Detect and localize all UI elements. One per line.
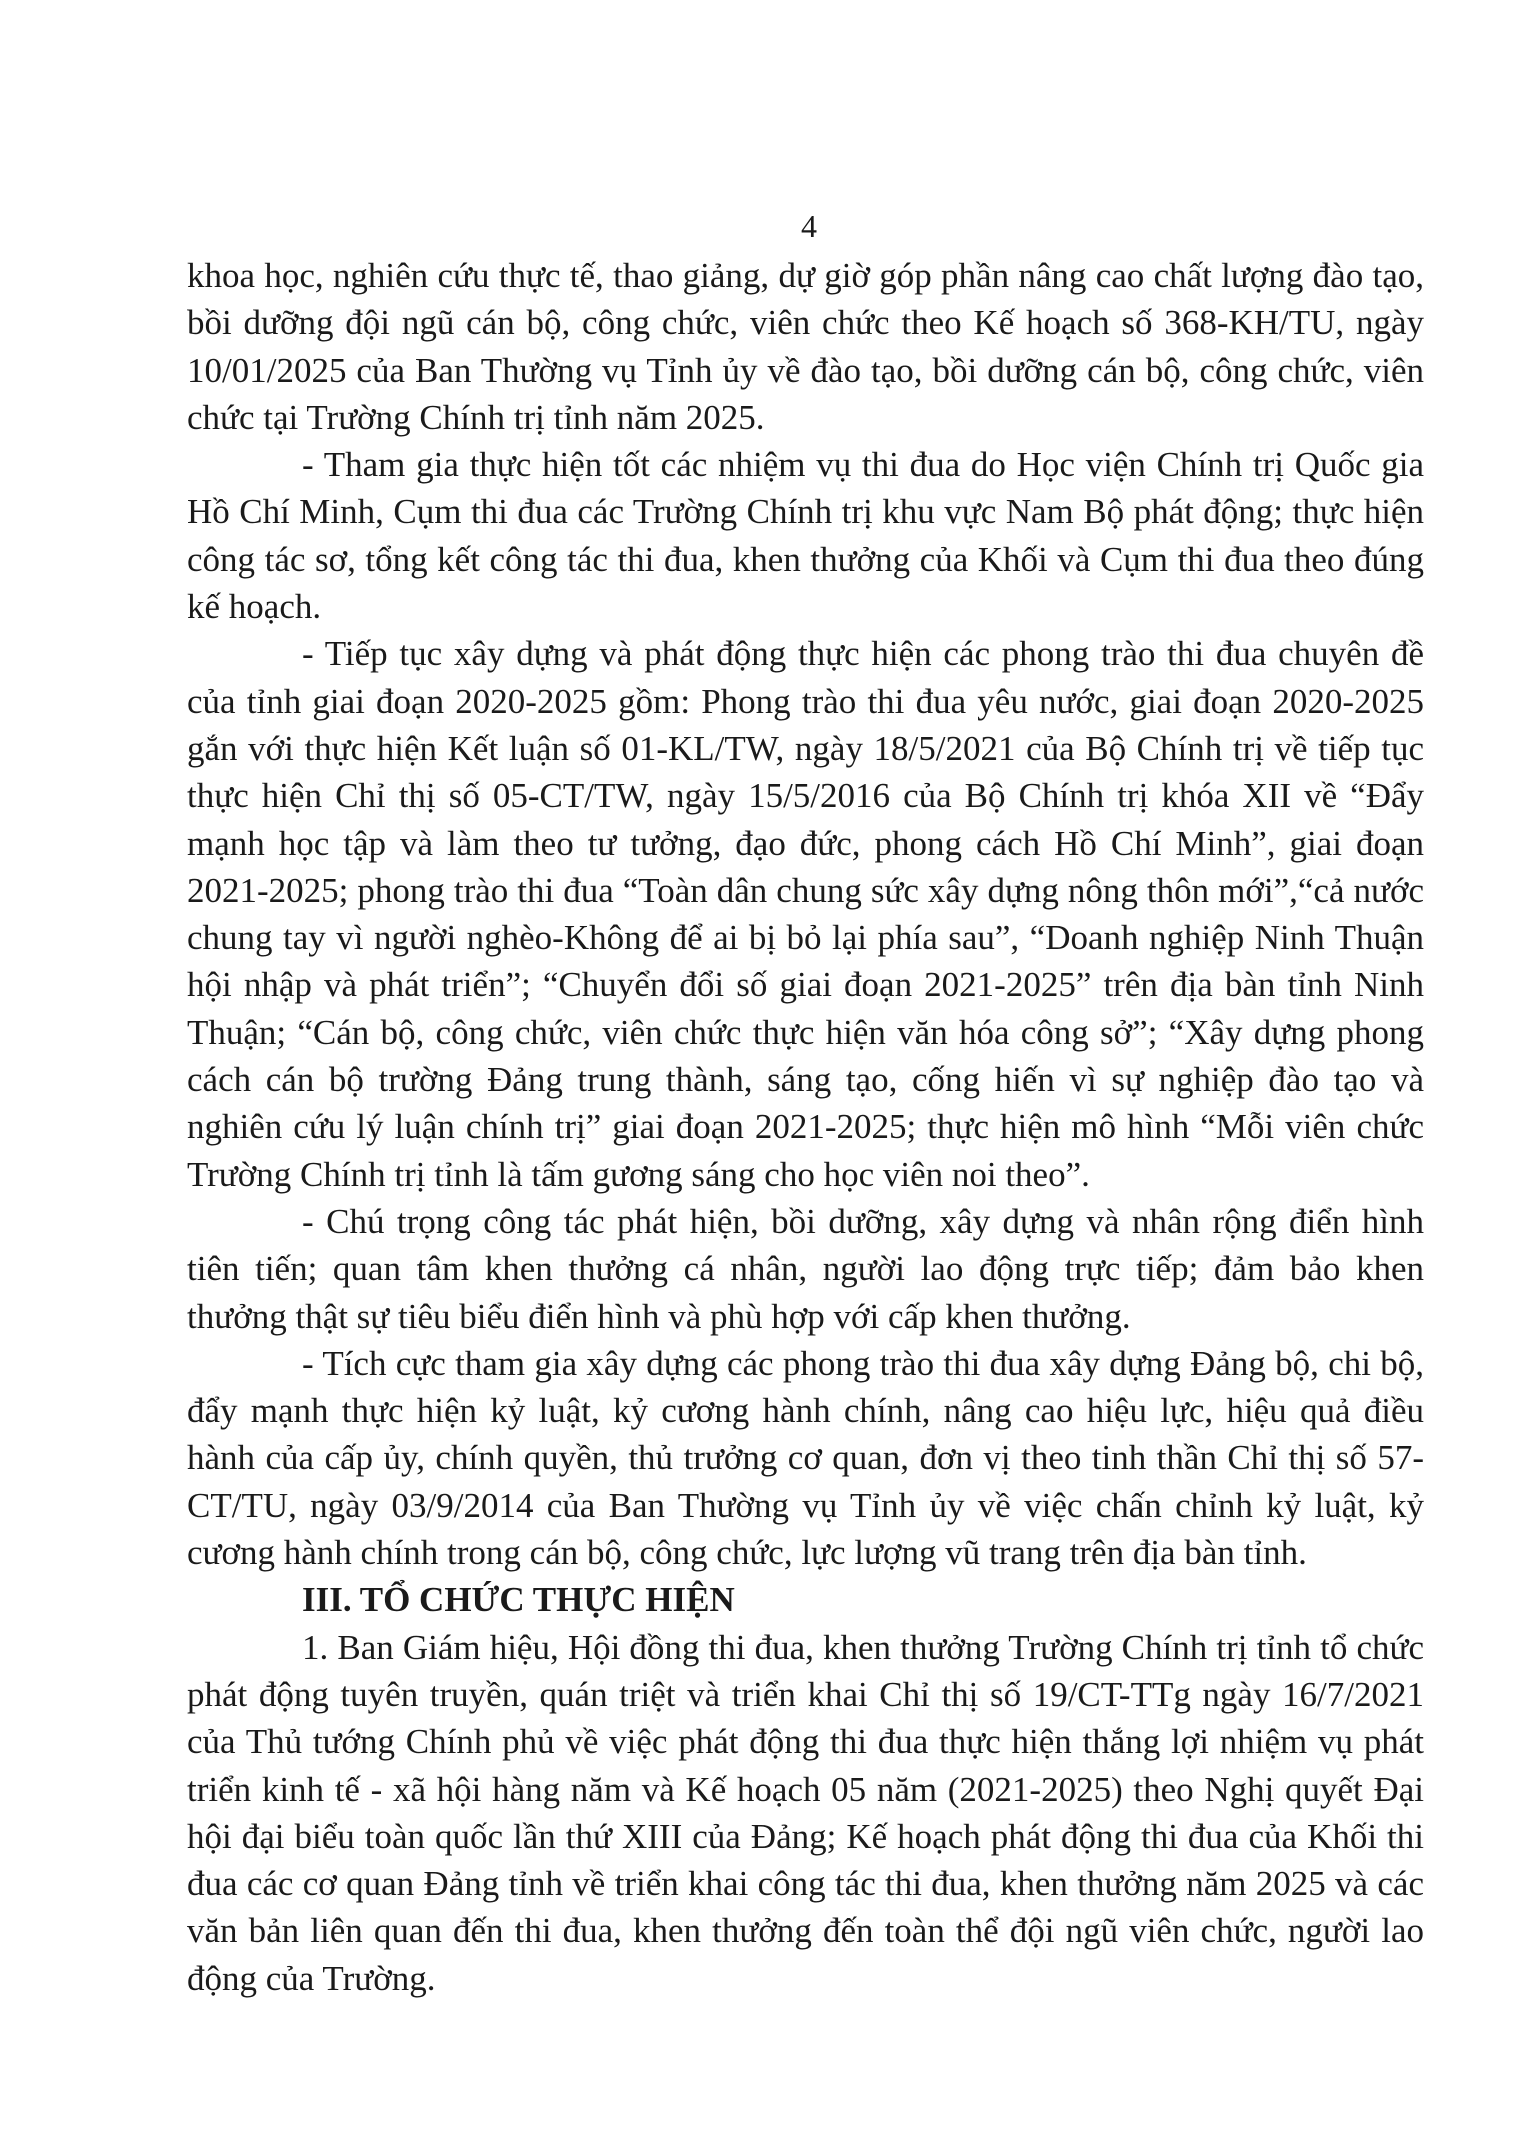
page-number: 4 [801, 208, 817, 244]
paragraph-exemplars: - Chú trọng công tác phát hiện, bồi dưỡng, xây dựng và nhân rộng điển hình tiên tiến; quan tâm khen thưởng cá nhân, người lao động trực tiếp; đảm bảo khen thưởng thật sự tiêu biểu điển hình và phù hợp với cấp khen thưởng. [187, 1201, 1424, 1336]
paragraph-implementation-1: 1. Ban Giám hiệu, Hội đồng thi đua, khen thưởng Trường Chính trị tỉnh tổ chức phát động tuyên truyền, quán triệt và triển khai Chỉ thị số 19/CT-TTg ngày 16/7/2021 của Thủ tướng Chính phủ về việc phát động thi đua thực hiện thắng lợi nhiệm vụ phát triển kinh tế - xã hội hàng năm và Kế hoạch 05 năm (2021-2025) theo Nghị quyết Đại hội đại biểu toàn quốc lần thứ XIII của Đảng; Kế hoạch phát động thi đua của Khối thi đua các cơ quan Đảng tỉnh về triển khai công tác thi đua, khen thưởng năm 2025 và các văn bản liên quan đến thi đua, khen thưởng đến toàn thể đội ngũ viên chức, người lao động của Trường. [187, 1627, 1424, 1998]
document-body [187, 252, 1424, 2002]
paragraph-movements: - Tiếp tục xây dựng và phát động thực hiện các phong trào thi đua chuyên đề của tỉnh giai đoạn 2020-2025 gồm: Phong trào thi đua yêu nước, giai đoạn 2020-2025 gắn với thực hiện Kết luận số 01-KL/TW, ngày 18/5/2021 của Bộ Chính trị về tiếp tục thực hiện Chỉ thị số 05-CT/TW, ngày 15/5/2016 của Bộ Chính trị khóa XII về “Đẩy mạnh học tập và làm theo tư tưởng, đạo đức, phong cách Hồ Chí Minh”, giai đoạn 2021-2025; phong trào thi đua “Toàn dân chung sức xây dựng nông thôn mới”,“cả nước chung tay vì người nghèo-Không để ai bị bỏ lại phía sau”, “Doanh nghiệp Ninh Thuận hội nhập và phát triển”; “Chuyển đổi số giai đoạn 2021-2025” trên địa bàn tỉnh Ninh Thuận; “Cán bộ, công chức, viên chức thực hiện văn hóa công sở”; “Xây dựng phong cách cán bộ trường Đảng trung thành, sáng tạo, cống hiến vì sự nghiệp đào tạo và nghiên cứu lý luận chính trị” giai đoạn 2021-2025; thực hiện mô hình “Mỗi viên chức Trường Chính trị tỉnh là tấm gương sáng cho học viên noi theo”. [187, 634, 1424, 1194]
section-heading: III. TỔ CHỨC THỰC HIỆN [302, 1580, 735, 1620]
paragraph-emulation-tasks: - Tham gia thực hiện tốt các nhiệm vụ thi đua do Học viện Chính trị Quốc gia Hồ Chí Minh, Cụm thi đua các Trường Chính trị khu vực Nam Bộ phát động; thực hiện công tác sơ, tổng kết công tác thi đua, khen thưởng của Khối và Cụm thi đua theo đúng kế hoạch. [187, 445, 1424, 627]
paragraph-discipline: - Tích cực tham gia xây dựng các phong trào thi đua xây dựng Đảng bộ, chi bộ, đẩy mạnh thực hiện kỷ luật, kỷ cương hành chính, nâng cao hiệu lực, hiệu quả điều hành của cấp ủy, chính quyền, thủ trưởng cơ quan, đơn vị theo tinh thần Chỉ thị số 57-CT/TU, ngày 03/9/2014 của Ban Thường vụ Tỉnh ủy về việc chấn chỉnh kỷ luật, kỷ cương hành chính trong cán bộ, công chức, lực lượng vũ trang trên địa bàn tỉnh. [187, 1343, 1424, 1573]
paragraph-continuation: khoa học, nghiên cứu thực tế, thao giảng, dự giờ góp phần nâng cao chất lượng đào tạo, bồi dưỡng đội ngũ cán bộ, công chức, viên chức theo Kế hoạch số 368-KH/TU, ngày 10/01/2025 của Ban Thường vụ Tỉnh ủy về đào tạo, bồi dưỡng cán bộ, công chức, viên chức tại Trường Chính trị tỉnh năm 2025. [187, 256, 1424, 437]
